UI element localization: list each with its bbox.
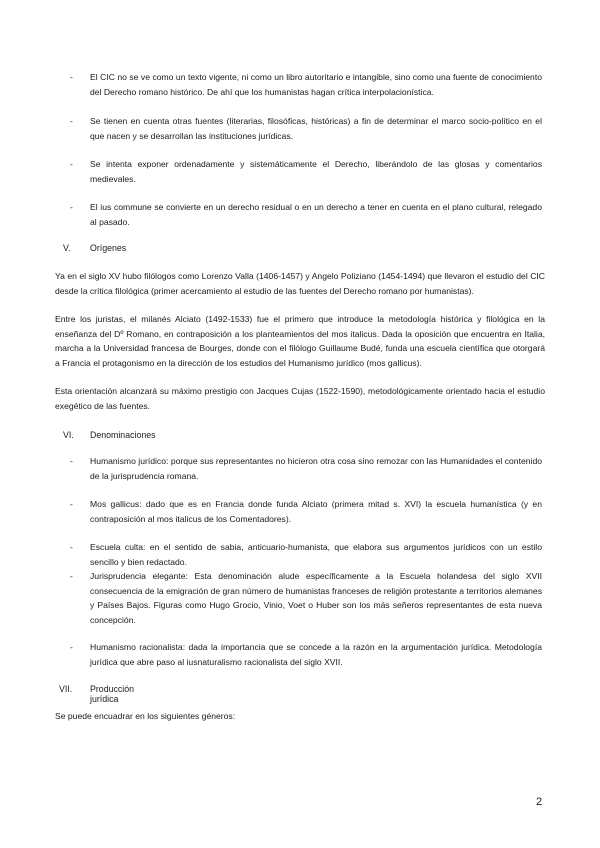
paragraph: Entre los juristas, el milanés Alciato (1492-1533) fue el primero que introduce la metodología histórica y filológica en la enseñanza del Dº Romano, en contraposición a los planteamientos del mos italicus. Dada la oposición que encuentra en Italia, marcha a la Universidad francesa de Bourges, donde con el filólogo Guillaume Budé, funda una escuela científica que otorgará a Francia el protagonismo en la dirección de los estudios del Humanismo jurídico (mos gallicus). (55, 314, 545, 368)
bullet-marker: - (70, 202, 73, 212)
list-item: Escuela culta: en el sentido de sabia, anticuario-humanista, que elabora sus argumentos jurídicos con un estilo sencillo y bien redactado. (90, 542, 542, 567)
bullet-marker: - (70, 72, 73, 82)
list-item: Jurisprudencia elegante: Esta denominación alude específicamente a la Escuela holandesa del siglo XVII consecuencia de la emigración de gran número de humanistas franceses de religión protestante a territorios alemanes y Países Bajos. Figuras como Hugo Grocio, Vinio, Voet o Huber son los más señeros representantes de esta nueva concepción. (90, 571, 542, 625)
list-item: El ius commune se convierte en un derecho residual o en un derecho a tener en cuenta en el plano cultural, relegado al pasado. (90, 202, 542, 227)
section-number: VI. (63, 430, 74, 440)
bullet-marker: - (70, 542, 73, 552)
list-item: Humanismo racionalista: dada la importancia que se concede a la razón en la argumentación jurídica. Metodología jurídica que abre paso al iusnaturalismo racionalista del siglo XVII. (90, 642, 542, 667)
list-item: Humanismo jurídico: porque sus representantes no hicieron otra cosa sino remozar con las Humanidades el contenido de la jurisprudencia romana. (90, 456, 542, 481)
section-title: Orígenes (90, 243, 127, 253)
bullet-marker: - (70, 116, 73, 126)
bullet-marker: - (70, 456, 73, 466)
list-item: Mos gallicus: dado que es en Francia donde funda Alciato (primera mitad s. XVI) la escuela humanística (y en contraposición al mos italicus de los Comentadores). (90, 499, 542, 524)
page-number: 2 (536, 796, 543, 808)
section-title: Denominaciones (90, 430, 156, 440)
section-number: VII. (59, 684, 73, 694)
bullet-marker: - (70, 499, 73, 509)
bullet-marker: - (70, 642, 73, 652)
list-item: Se tienen en cuenta otras fuentes (literarias, filosóficas, históricas) a fin de determinar el marco socio-político en el que nacen y se desarrollan las instituciones jurídicas. (90, 116, 542, 141)
bullet-marker: - (70, 159, 73, 169)
section-title: Producción jurídica (90, 684, 135, 704)
paragraph: Esta orientación alcanzará su máximo prestigio con Jacques Cujas (1522-1590), metodológicamente orientado hacia el estudio exegético de las fuentes. (55, 386, 545, 411)
list-item: El CIC no se ve como un texto vigente, ni como un libro autoritario e intangible, sino como una fuente de conocimiento del Derecho romano histórico. De ahí que los humanistas hagan crítica interpolacionística. (90, 72, 542, 97)
section-number: V. (63, 243, 71, 253)
bullet-marker: - (70, 571, 73, 581)
list-item: Se intenta exponer ordenadamente y sistemáticamente el Derecho, liberándolo de las glosas y comentarios medievales. (90, 159, 542, 184)
paragraph: Se puede encuadrar en los siguientes géneros: (55, 711, 236, 721)
paragraph: Ya en el siglo XV hubo filólogos como Lorenzo Valla (1406-1457) y Angelo Poliziano (1454-1494) que llevaron el estudio del CIC desde la crítica filológica (primer acercamiento al estudio de las fuentes del Derecho romano por humanistas). (55, 271, 545, 296)
